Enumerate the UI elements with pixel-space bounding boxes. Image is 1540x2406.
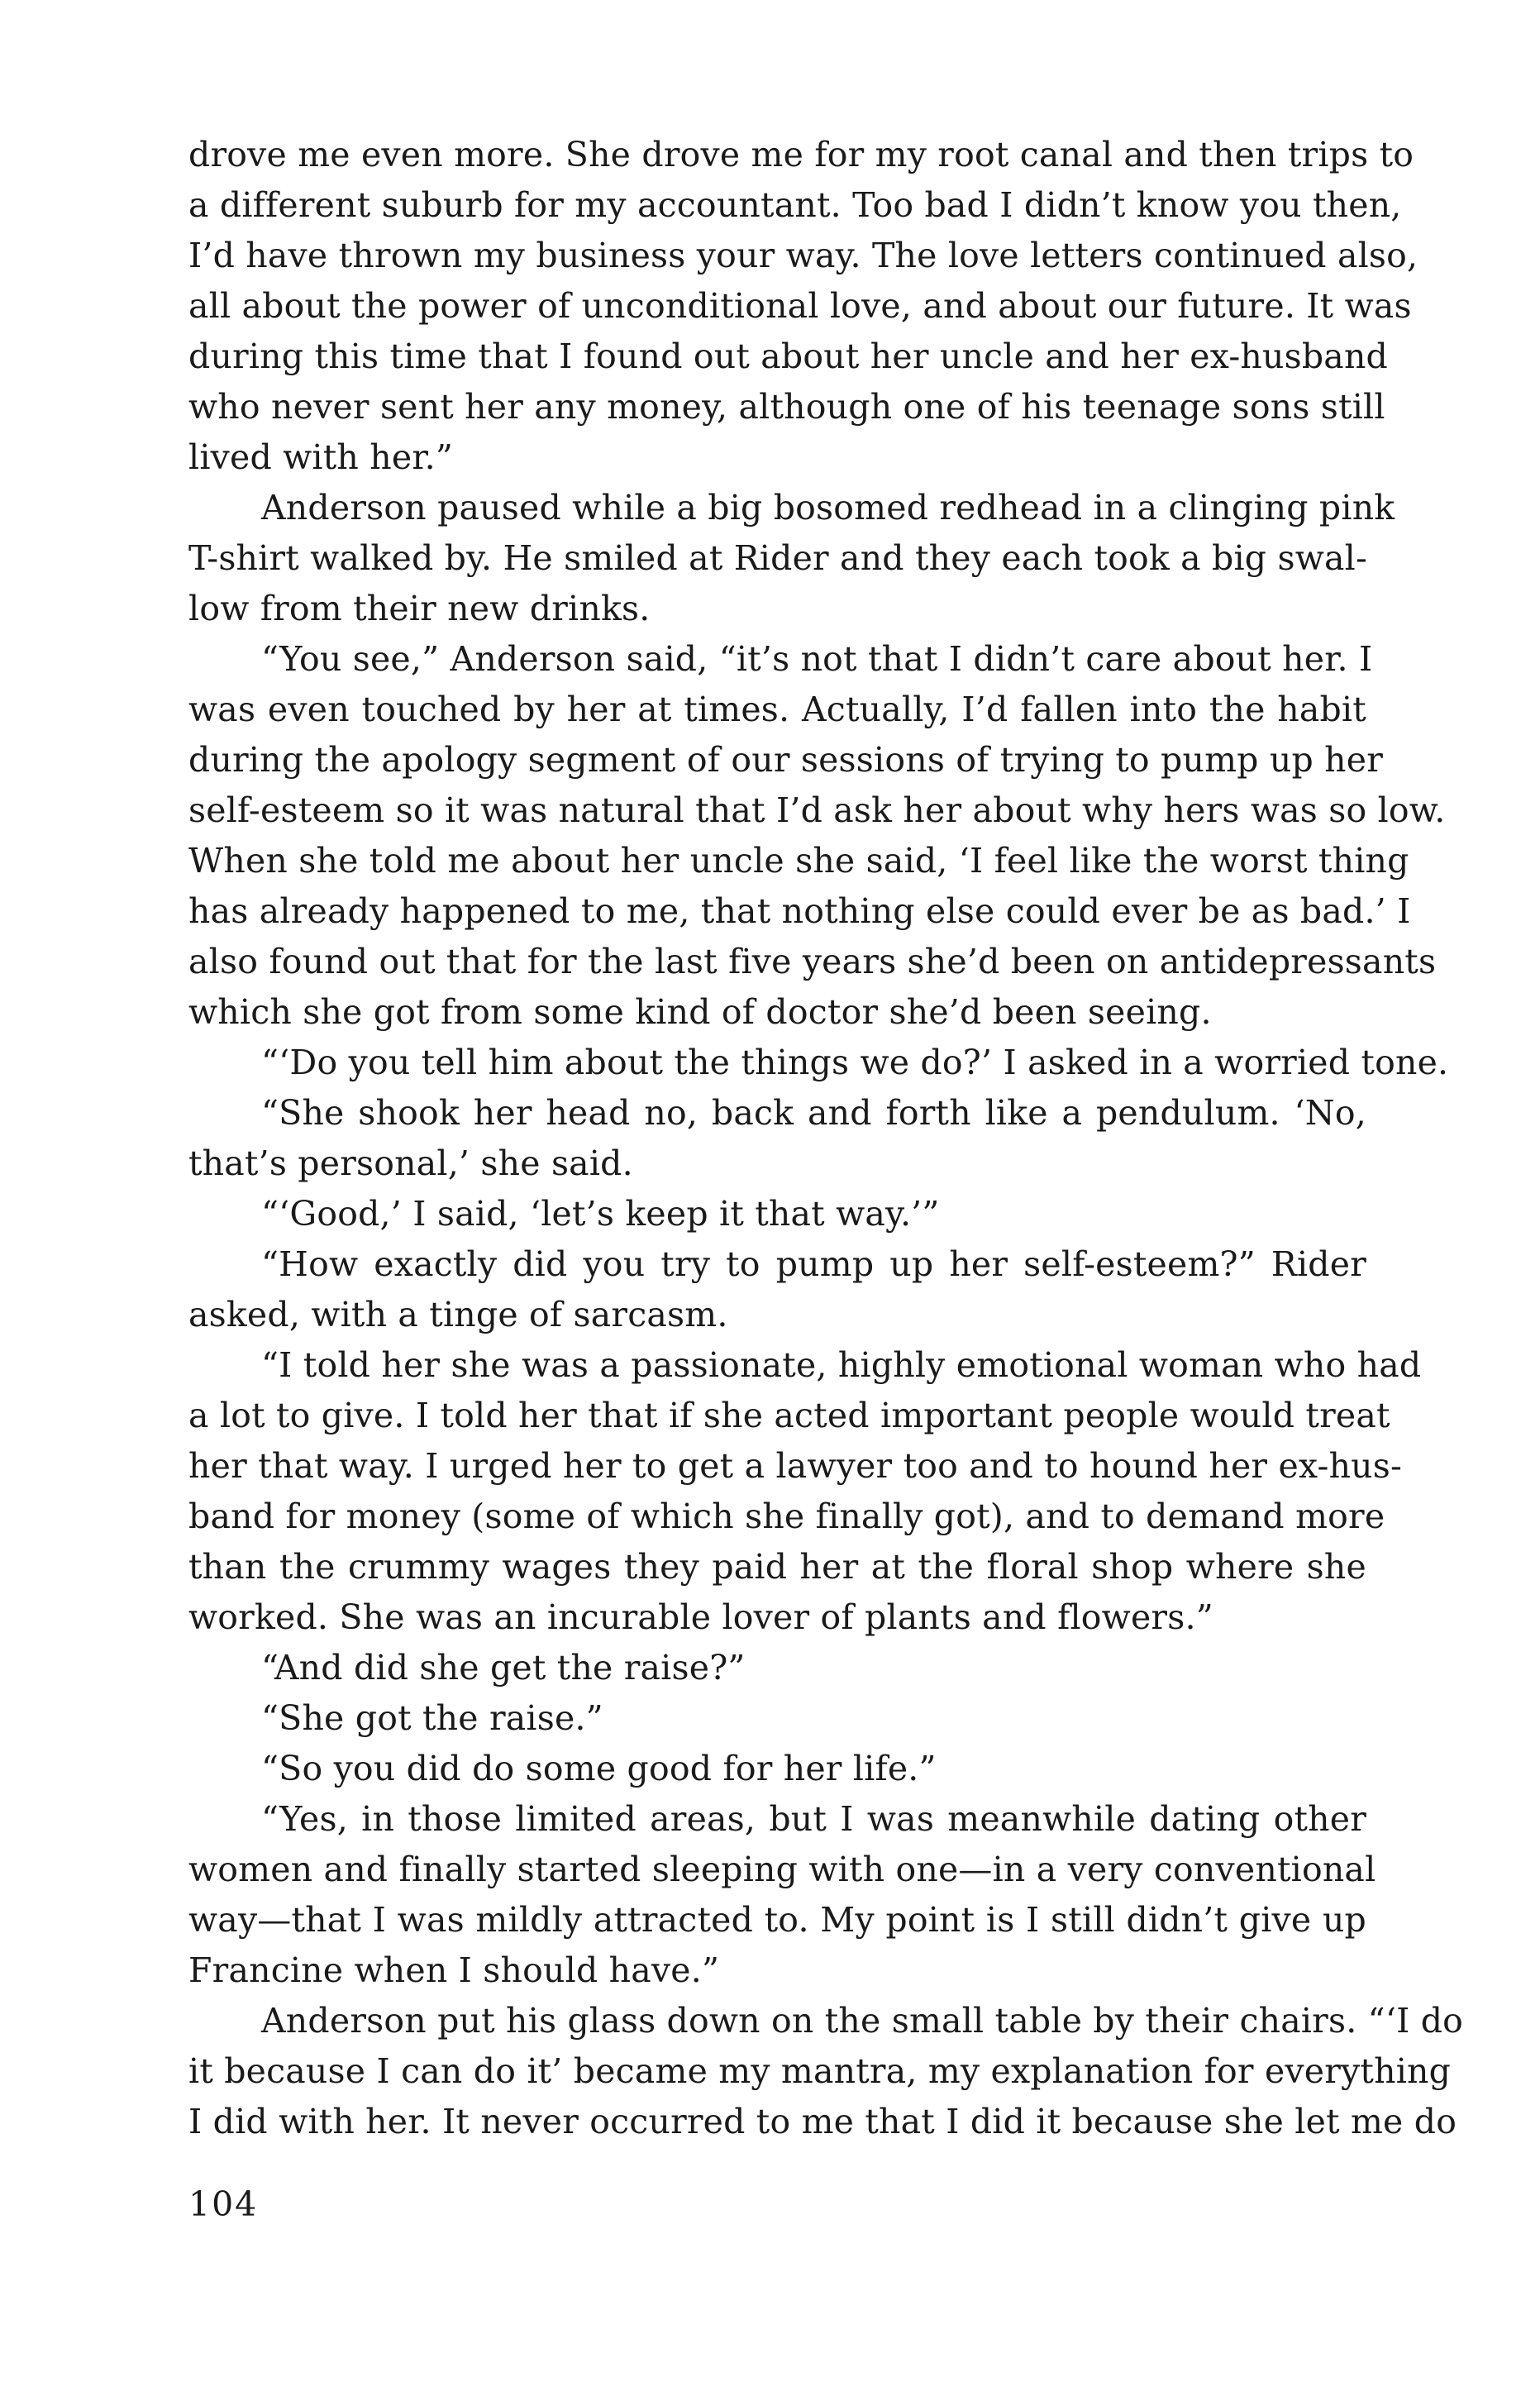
- text-line-39: it because I can do it’ became my mantra, my explanation for everything: [188, 2051, 1452, 2091]
- text-line-1: drove me even more. She drove me for my root canal and then trips to: [188, 135, 1414, 174]
- text-line-25: “I told her she was a passionate, highly emotional woman who had: [261, 1345, 1422, 1385]
- text-line-16: has already happened to me, that nothing else could ever be as bad.’ I: [188, 891, 1411, 931]
- text-line-22: “‘Good,’ I said, ‘let’s keep it that way.’”: [261, 1194, 940, 1234]
- text-line-9: T-shirt walked by. He smiled at Rider and they each took a big swal-: [188, 538, 1368, 578]
- body-text: [188, 130, 1464, 2147]
- text-line-26: a lot to give. I told her that if she acted important people would treat: [188, 1396, 1390, 1435]
- text-line-3: I’d have thrown my business your way. The love letters continued also,: [188, 236, 1418, 275]
- text-line-40: I did with her. It never occurred to me that I did it because she let me do: [188, 2102, 1457, 2141]
- text-line-5: during this time that I found out about her uncle and her ex-husband: [188, 337, 1389, 376]
- text-line-15: When she told me about her uncle she said, ‘I feel like the worst thing: [188, 841, 1409, 881]
- text-line-27: her that way. I urged her to get a lawyer too and to hound her ex-hus-: [188, 1446, 1403, 1486]
- text-line-38: Anderson put his glass down on the small table by their chairs. “‘I do: [261, 2001, 1464, 2041]
- text-line-21: that’s personal,’ she said.: [188, 1143, 633, 1183]
- text-line-37: Francine when I should have.”: [188, 1950, 720, 1990]
- text-line-32: “She got the raise.”: [261, 1698, 603, 1738]
- text-line-10: low from their new drinks.: [188, 589, 651, 628]
- text-line-33: “So you did do some good for her life.”: [261, 1749, 937, 1788]
- text-line-2: a different suburb for my accountant. Too bad I didn’t know you then,: [188, 185, 1402, 225]
- text-line-23: “How exactly did you try to pump up her self-esteem?” Rider: [261, 1244, 1366, 1284]
- text-line-13: during the apology segment of our sessions of trying to pump up her: [188, 740, 1383, 780]
- text-line-28: band for money (some of which she finally got), and to demand more: [188, 1497, 1385, 1536]
- text-line-18: which she got from some kind of doctor she’d been seeing.: [188, 992, 1212, 1032]
- text-line-24: asked, with a tinge of sarcasm.: [188, 1295, 728, 1334]
- text-line-30: worked. She was an incurable lover of plants and flowers.”: [188, 1597, 1213, 1637]
- text-line-12: was even touched by her at times. Actually, I’d fallen into the habit: [188, 690, 1366, 729]
- text-line-11: “You see,” Anderson said, “it’s not that I didn’t care about her. I: [261, 639, 1373, 679]
- text-line-35: women and finally started sleeping with one—in a very conventional: [188, 1850, 1376, 1889]
- text-line-17: also found out that for the last five years she’d been on antidepressants: [188, 942, 1437, 981]
- text-line-19: “‘Do you tell him about the things we do?’ I asked in a worried tone.: [261, 1043, 1449, 1082]
- text-line-6: who never sent her any money, although one of his teenage sons still: [188, 387, 1385, 427]
- text-line-20: “She shook her head no, back and forth like a pendulum. ‘No,: [261, 1093, 1366, 1133]
- text-line-36: way—that I was mildly attracted to. My point is I still didn’t give up: [188, 1900, 1366, 1940]
- text-line-31: “And did she get the raise?”: [261, 1648, 746, 1688]
- page-number: 104: [188, 2184, 259, 2224]
- text-line-34: “Yes, in those limited areas, but I was meanwhile dating other: [261, 1799, 1366, 1839]
- text-line-4: all about the power of unconditional love, and about our future. It was: [188, 286, 1412, 326]
- text-line-8: Anderson paused while a big bosomed redhead in a clinging pink: [261, 488, 1395, 528]
- text-line-29: than the crummy wages they paid her at the floral shop where she: [188, 1547, 1366, 1587]
- text-line-7: lived with her.”: [188, 437, 454, 477]
- text-line-14: self-esteem so it was natural that I’d ask her about why hers was so low.: [188, 790, 1446, 830]
